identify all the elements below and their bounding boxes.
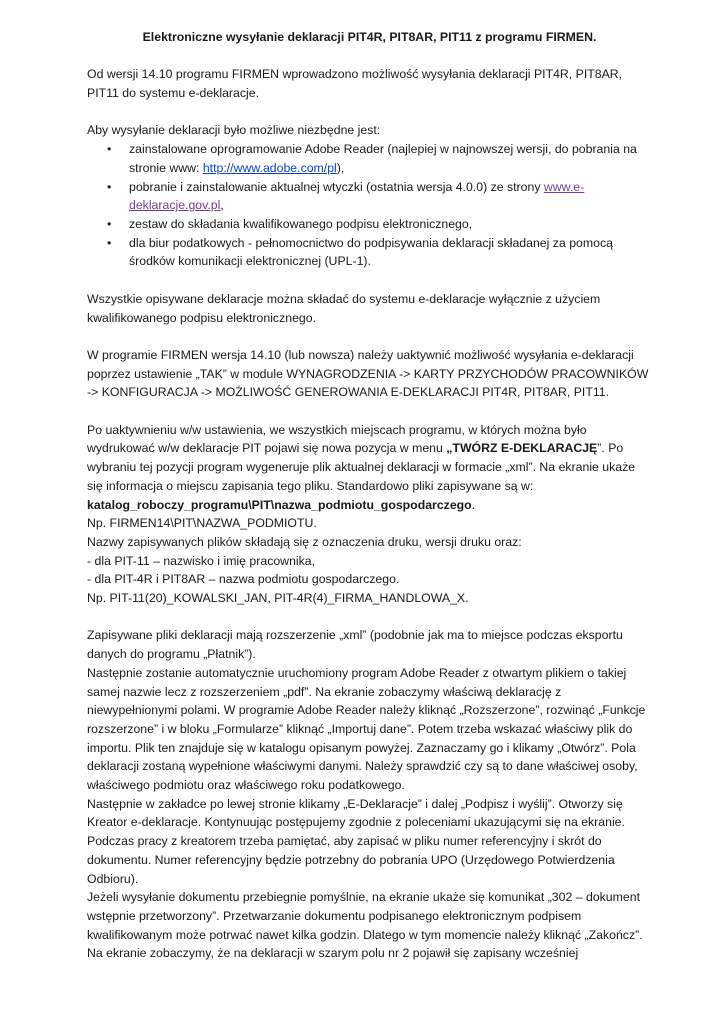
requirements-heading: Aby wysyłanie deklaracji było możliwe niezbędne jest: [87, 123, 381, 138]
save-path: katalog_roboczy_programu\PIT\nazwa_podmiotu_gospodarczego [87, 497, 472, 512]
bullet-icon: • [107, 217, 112, 231]
intro-paragraph: Od wersji 14.10 programu FIRMEN wprowadzono możliwość wysyłania deklaracji PIT4R, PIT8AR, PIT11 do systemu e-deklaracje. [87, 67, 623, 101]
document-title: Elektroniczne wysyłanie deklaracji PIT4R, PIT8AR, PIT11 z programu FIRMEN. [142, 30, 597, 44]
text-run: Po uaktywnieniu w/w ustawienia, we wszystkich miejscach programu, w których można było wydrukować w/w deklaracje PIT pojawi się nowa pozycja w menu [87, 422, 587, 456]
creator-paragraph: Następnie w zakładce po lewej stronie klikamy „E-Deklaracje” i dalej „Podpisz i wyślij”. Otworzy się Kreator e-deklaracje. Kontynuując postępujemy zgodnie z poleceniami ukazującymi się na ekranie. Podczas pracy z kreatorem trzeba pamiętać, aby zapisać w pliku numer referencyjny i skrót do dokumentu. Numer referencyjny będzie potrzebny do pobrania UPO (Urzędowego Potwierdzenia Odbioru). [87, 796, 625, 886]
list-item [87, 140, 652, 177]
list-item [87, 215, 652, 234]
adobe-paragraph: Następnie zostanie automatycznie uruchomiony program Adobe Reader z otwartym plikiem o takiej samej nazwie lecz z rozszerzeniem „pdf”. Na ekranie zobaczymy właściwą deklarację z niewypełnionymi polami. W programie Adobe Reader należy kliknąć „Rozszerzone”, rozwinąć „Funkcje rozszerzone” i w bloku „Formularze” kliknąć „Importuj dane”. Potem trzeba wskazać właściwy plik do importu. Plik ten znajduje się w katalogu opisanym powyżej. Zaznaczamy go i klikamy „Otwórz”. Pola deklaracji zostaną wypełnione właściwymi danymi. Należy sprawdzić czy są to dane właściwej osoby, właściwego podmiotu oraz właściwego roku podatkowego. [87, 665, 646, 793]
requirement-text: dla biur podatkowych - pełnomocnictwo do podpisywania deklaracji składanej za pomocą środków komunikacji elektronicznej (UPL-1). [129, 235, 613, 269]
requirement-text: zainstalowane oprogramowanie Adobe Reader (najlepiej w najnowszej wersji, do pobrania na stronie www: [129, 142, 637, 175]
naming-example: Np. PIT-11(20)_KOWALSKI_JAN, PIT-4R(4)_FIRMA_HANDLOWA_X. [87, 591, 469, 606]
result-paragraph: Jeżeli wysyłanie dokumentu przebiegnie pomyślnie, na ekranie ukaże się komunikat „302 – dokument wstępnie przetworzony”. Przetwarzanie dokumentu podpisanego elektronicznym podpisem kwalifikowanym może potrwać nawet kilka godzin. Dlatego w tym momencie należy kliknąć „Zakończ”. Na ekranie zobaczymy, że na deklaracji w szarym polu nr 2 pojawił się zapisany wcześniej [87, 890, 643, 961]
naming-pit4r: - dla PIT-4R i PIT8AR – nazwa podmiotu gospodarczego. [87, 572, 400, 587]
document-page [87, 28, 652, 963]
naming-pit11: - dla PIT-11 – nazwisko i imię pracownika, [87, 553, 316, 568]
naming-heading: Nazwy zapisywanych plików składają się z oznaczenia druku, wersji druku oraz: [87, 534, 522, 549]
text-run: ”. Po wybraniu tej pozycji program wygeneruje plik aktualnej deklaracji w formacie „xml”. Na ekranie ukaże się informacja o miejscu zapisania tego pliku. Standardowo pliki zapisywane są w: [87, 441, 636, 493]
signature-paragraph: Wszystkie opisywane deklaracje można składać do systemu e-deklaracje wyłącznie z użyciem kwalifikowanego podpisu elektronicznego. [87, 291, 601, 325]
menu-item-name: „TWÓRZ E-DEKLARACJĘ [446, 441, 598, 456]
extension-paragraph: Zapisywane pliki deklaracji mają rozszerzenie „xml” (podobnie jak ma to miejsce podczas eksportu danych do programu „Płatnik”). [87, 628, 623, 662]
path-example: Np. FIRMEN14\PIT\NAZWA_PODMIOTU. [87, 516, 317, 531]
menu-paragraph [87, 421, 652, 515]
configuration-paragraph: W programie FIRMEN wersja 14.10 (lub nowsza) należy uaktywnić możliwość wysyłania e-deklaracji poprzez ustawienie „TAK” w module WYNAGRODZENIA -> KARTY PRZYCHODÓW PRACOWNIKÓW -> KONFIGURACJA -> MOŻLIWOŚĆ GENEROWANIA E-DEKLARACJI PIT4R, PIT8AR, PIT11. [87, 347, 649, 400]
requirement-text: zestaw do składania kwalifikowanego podpisu elektronicznego, [129, 217, 473, 231]
bullet-icon: • [107, 142, 112, 157]
punctuation: , [220, 198, 224, 213]
text-run: . [471, 497, 476, 512]
bullet-icon: • [107, 235, 112, 250]
punctuation: ), [336, 160, 345, 175]
e-deklaracje-link[interactable]: www.e-deklaracje.gov.pl [129, 179, 585, 213]
list-item [87, 234, 652, 271]
adobe-link[interactable]: http://www.adobe.com/pl [202, 160, 337, 175]
requirements-list [87, 140, 652, 271]
list-item [87, 178, 652, 215]
requirement-text: pobranie i zainstalowanie aktualnej wtyczki (ostatnia wersja 4.0.0) ze strony [129, 179, 544, 194]
bullet-icon: • [107, 179, 112, 194]
